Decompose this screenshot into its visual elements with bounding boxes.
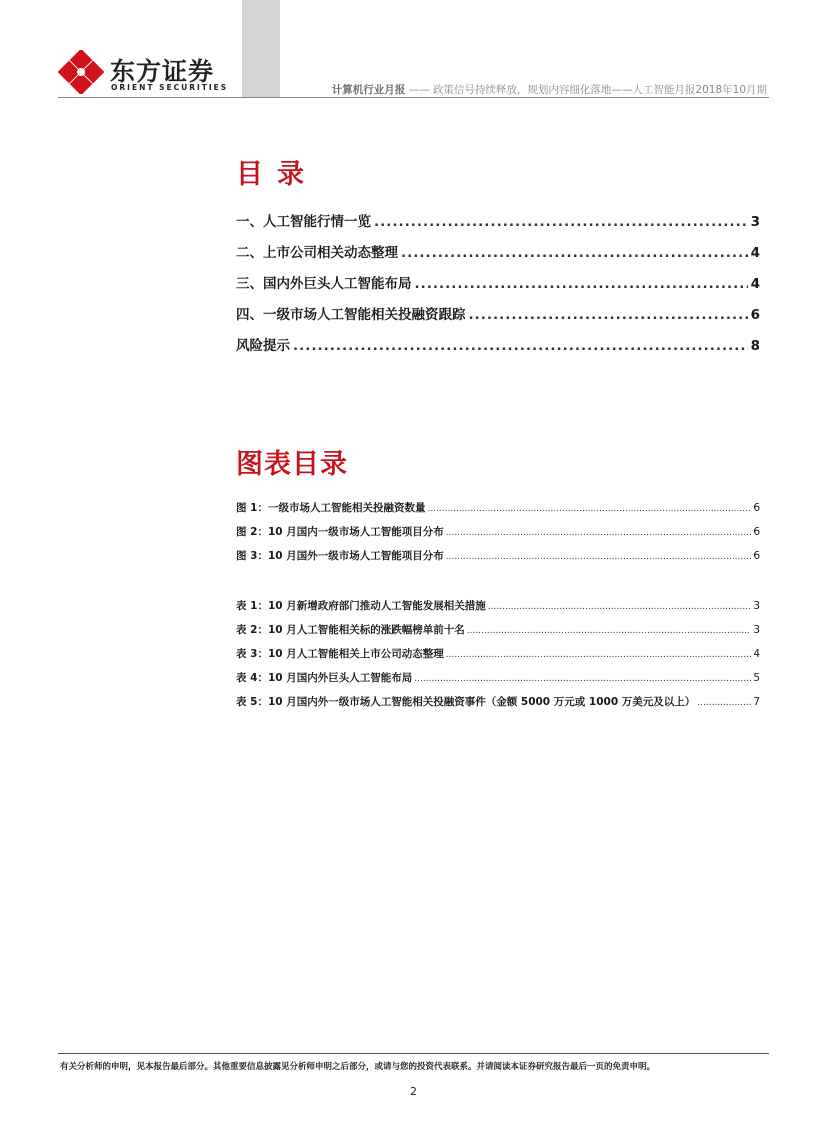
table-item[interactable] [236, 646, 760, 670]
header-gray-bar [242, 0, 280, 98]
table-item-label: 表 2：10 月人工智能相关标的涨跌幅榜单前十名 [236, 624, 465, 636]
figure-item[interactable] [236, 500, 760, 524]
table-item[interactable] [236, 670, 760, 694]
table-item-label: 表 1：10 月新增政府部门推动人工智能发展相关措施 [236, 600, 486, 612]
table-leader-dots [467, 626, 752, 636]
footer-disclaimer: 有关分析师的申明，见本报告最后部分。其他重要信息披露见分析师申明之后部分，或请与您的投资代表联系。并请阅读本证券研究报告最后一页的免责申明。 [60, 1062, 656, 1072]
toc-leader-dots [469, 307, 748, 323]
table-leader-dots [697, 698, 751, 708]
report-header-title [332, 82, 767, 97]
toc-leader-dots [293, 338, 748, 354]
toc-item[interactable] [236, 303, 760, 334]
table-item-page: 3 [753, 624, 760, 636]
figure-item-page: 6 [753, 550, 760, 562]
figure-item[interactable] [236, 548, 760, 572]
toc-item-page: 6 [750, 307, 760, 323]
table-item-page: 7 [753, 696, 760, 708]
table-item[interactable] [236, 694, 760, 718]
table-item[interactable] [236, 598, 760, 622]
table-item-label: 表 4：10 月国内外巨头人工智能布局 [236, 672, 413, 684]
table-item-page: 3 [753, 600, 760, 612]
page-number: 2 [410, 1085, 417, 1098]
toc-item[interactable] [236, 210, 760, 241]
figure-leader-dots [427, 504, 751, 514]
logo-chinese-text: 东方证券 [110, 57, 215, 86]
report-subtitle: —— 政策信号持续释放，规划内容细化落地——人工智能月报2018年10月期 [408, 84, 767, 96]
figure-item-label: 图 2：10 月国内一级市场人工智能项目分布 [236, 526, 444, 538]
table-leader-dots [446, 650, 752, 660]
toc-item-label: 四、一级市场人工智能相关投融资跟踪 [236, 307, 466, 323]
toc-item-page: 4 [750, 276, 760, 292]
table-leader-dots [414, 674, 751, 684]
toc-leader-dots [415, 276, 748, 292]
toc-item-label: 一、人工智能行情一览 [236, 214, 371, 230]
toc-leader-dots [401, 245, 748, 261]
figure-leader-dots [446, 528, 752, 538]
toc-item-page: 8 [750, 338, 760, 354]
toc-item[interactable] [236, 272, 760, 303]
table-item-page: 5 [753, 672, 760, 684]
figure-list [236, 500, 760, 572]
table-item[interactable] [236, 622, 760, 646]
toc-list [236, 210, 760, 365]
figures-toc-title: 图表目录 [236, 449, 348, 480]
toc-item-label: 二、上市公司相关动态整理 [236, 245, 398, 261]
toc-item-page: 4 [750, 245, 760, 261]
figure-item-page: 6 [753, 502, 760, 514]
toc-item[interactable] [236, 334, 760, 365]
toc-item-label: 风险提示 [236, 338, 290, 354]
table-item-page: 4 [753, 648, 760, 660]
table-item-label: 表 5：10 月国内外一级市场人工智能相关投融资事件（金额 5000 万元或 1000 万美元及以上） [236, 696, 696, 708]
logo-mark-icon [58, 50, 104, 94]
figure-leader-dots [446, 552, 752, 562]
toc-item-label: 三、国内外巨头人工智能布局 [236, 276, 412, 292]
footer-divider [58, 1053, 769, 1054]
figure-item-label: 图 3：10 月国外一级市场人工智能项目分布 [236, 550, 444, 562]
table-leader-dots [488, 602, 752, 612]
table-item-label: 表 3：10 月人工智能相关上市公司动态整理 [236, 648, 444, 660]
report-type: 计算机行业月报 [331, 84, 406, 96]
figure-item[interactable] [236, 524, 760, 548]
logo-english-text: ORIENT SECURITIES [111, 83, 229, 92]
figure-item-page: 6 [753, 526, 760, 538]
figure-item-label: 图 1：一级市场人工智能相关投融资数量 [236, 502, 426, 514]
table-list [236, 598, 760, 718]
toc-item-page: 3 [750, 214, 760, 230]
toc-leader-dots [374, 214, 748, 230]
toc-item[interactable] [236, 241, 760, 272]
header-divider [58, 97, 769, 98]
toc-title: 目录 [236, 159, 318, 190]
orient-securities-logo [58, 50, 228, 94]
